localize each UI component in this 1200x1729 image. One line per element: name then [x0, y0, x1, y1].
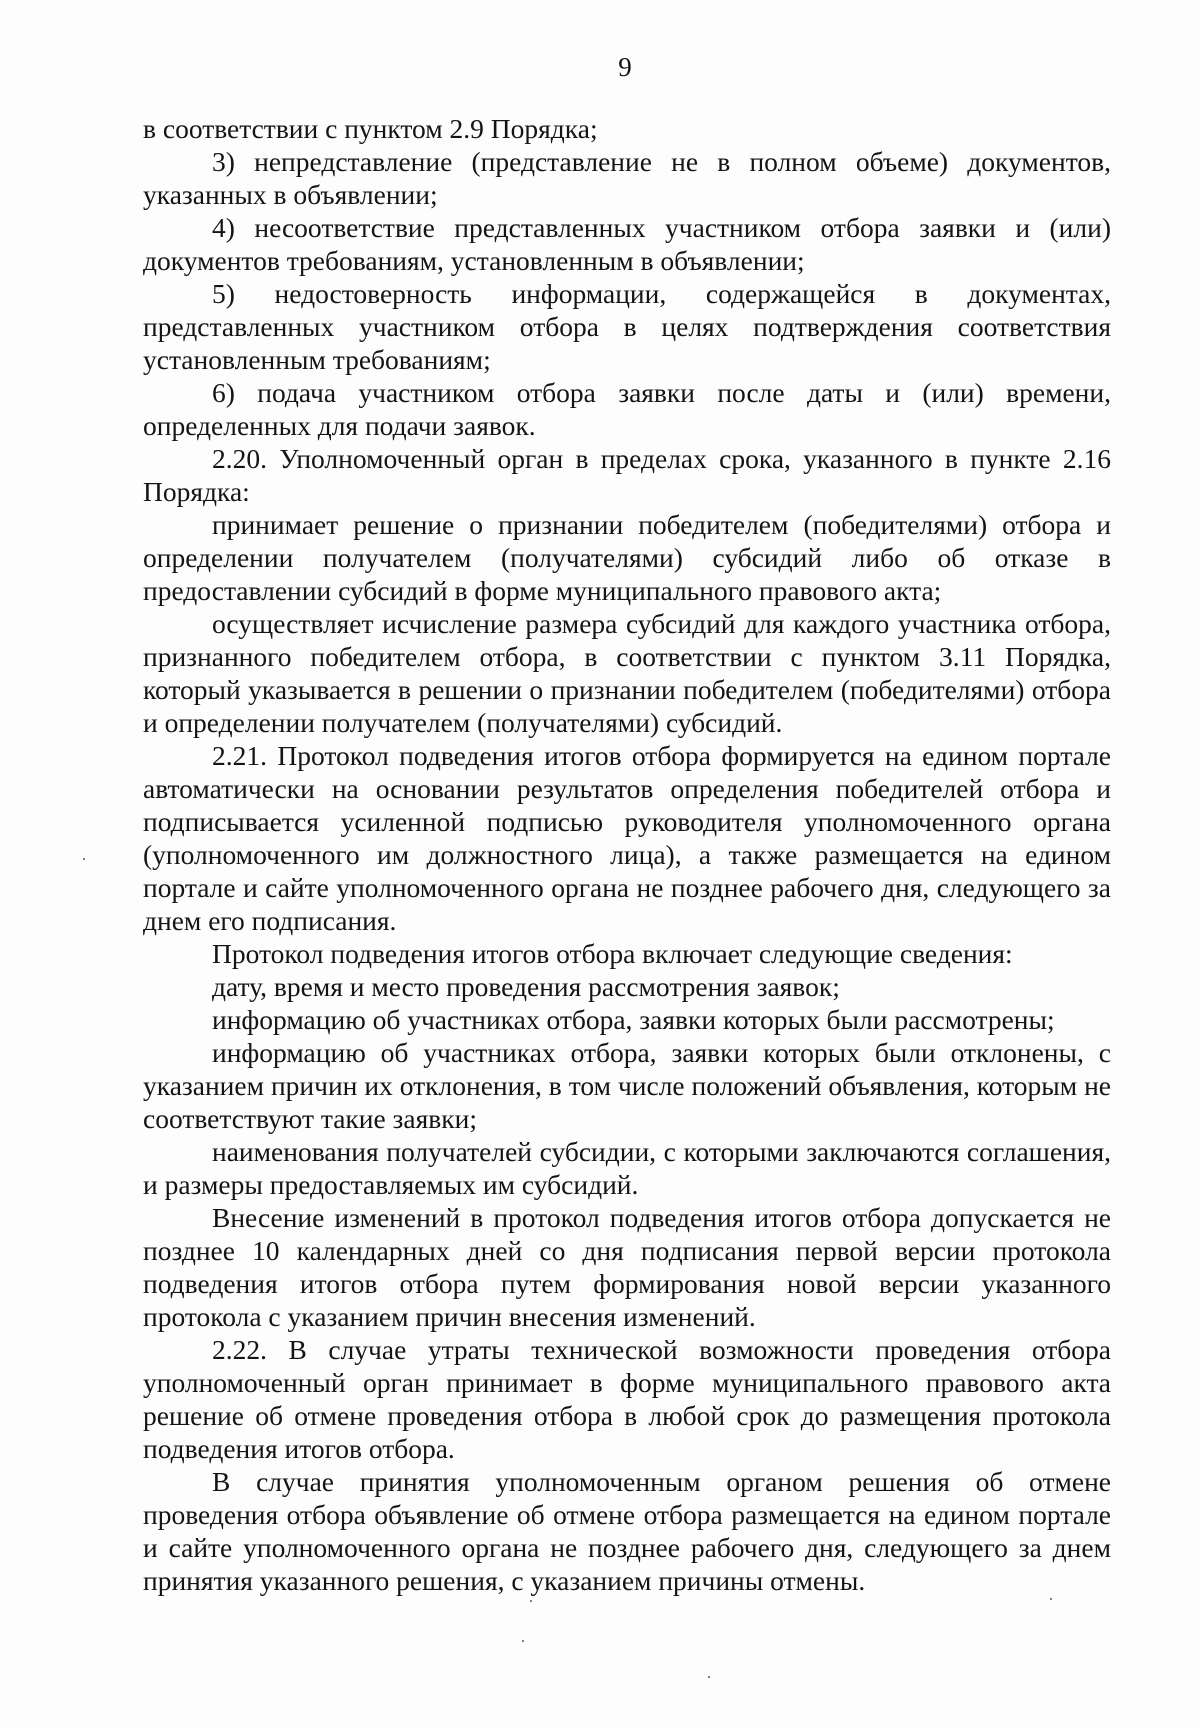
paragraph: принимает решение о признании победителем (победителями) отбора и определении получателем (получателями) субсидий либо об отказе в предоставлении субсидий в форме муниципального правового акта;: [143, 509, 1111, 606]
paragraph: 3) непредставление (представление не в полном объеме) документов, указанных в объявлении;: [143, 146, 1111, 210]
scan-speck: [1050, 1598, 1052, 1600]
paragraph: информацию об участниках отбора, заявки которых были отклонены, с указанием причин их отклонения, в том числе положений объявления, которым не соответствуют такие заявки;: [143, 1037, 1111, 1134]
paragraph: информацию об участниках отбора, заявки которых были рассмотрены;: [212, 1004, 1055, 1035]
paragraph: В случае принятия уполномоченным органом решения об отмене проведения отбора объявление об отмене отбора размещается на едином портале и сайте уполномоченного органа не позднее рабочего дня, следующего за днем принятия указанного решения, с указанием причины отмены.: [143, 1466, 1111, 1596]
paragraph: 4) несоответствие представленных участником отбора заявки и (или) документов требованиям, установленным в объявлении;: [143, 212, 1111, 276]
paragraph: Протокол подведения итогов отбора включает следующие сведения:: [212, 938, 1013, 969]
document-body: [143, 112, 1111, 1597]
paragraph: осуществляет исчисление размера субсидий для каждого участника отбора, признанного победителем отбора, в соответствии с пунктом 3.11 Порядка, который указывается в решении о признании победителем (победителями) отбора и определении получателем (получателями) субсидий.: [143, 608, 1111, 738]
paragraph: 6) подача участником отбора заявки после даты и (или) времени, определенных для подачи заявок.: [143, 377, 1111, 441]
paragraph: Внесение изменений в протокол подведения итогов отбора допускается не позднее 10 календарных дней со дня подписания первой версии протокола подведения итогов отбора путем формирования новой версии указанного протокола с указанием причин внесения изменений.: [143, 1202, 1111, 1332]
paragraph: 2.22. В случае утраты технической возможности проведения отбора уполномоченный орган принимает в форме муниципального правового акта решение об отмене проведения отбора в любой срок до размещения протокола подведения итогов отбора.: [143, 1334, 1111, 1464]
scan-speck: [708, 1676, 710, 1678]
paragraph: наименования получателей субсидии, с которыми заключаются соглашения, и размеры предоставляемых им субсидий.: [143, 1136, 1111, 1200]
scan-speck: [522, 1640, 524, 1642]
paragraph: дату, время и место проведения рассмотрения заявок;: [212, 971, 840, 1002]
paragraph: 2.21. Протокол подведения итогов отбора формируется на едином портале автоматически на основании результатов определения победителей отбора и подписывается усиленной подписью руководителя уполномоченного органа (уполномоченного им должностного лица), а также размещается на едином портале и сайте уполномоченного органа не позднее рабочего дня, следующего за днем его подписания.: [143, 740, 1111, 936]
scan-speck: [530, 1600, 532, 1602]
scan-speck: [83, 858, 85, 860]
paragraph: в соответствии с пунктом 2.9 Порядка;: [143, 113, 598, 144]
page-number: 9: [618, 52, 632, 82]
paragraph: 5) недостоверность информации, содержащейся в документах, представленных участником отбора в целях подтверждения соответствия установленным требованиям;: [143, 278, 1111, 375]
paragraph: 2.20. Уполномоченный орган в пределах срока, указанного в пункте 2.16 Порядка:: [143, 443, 1111, 507]
